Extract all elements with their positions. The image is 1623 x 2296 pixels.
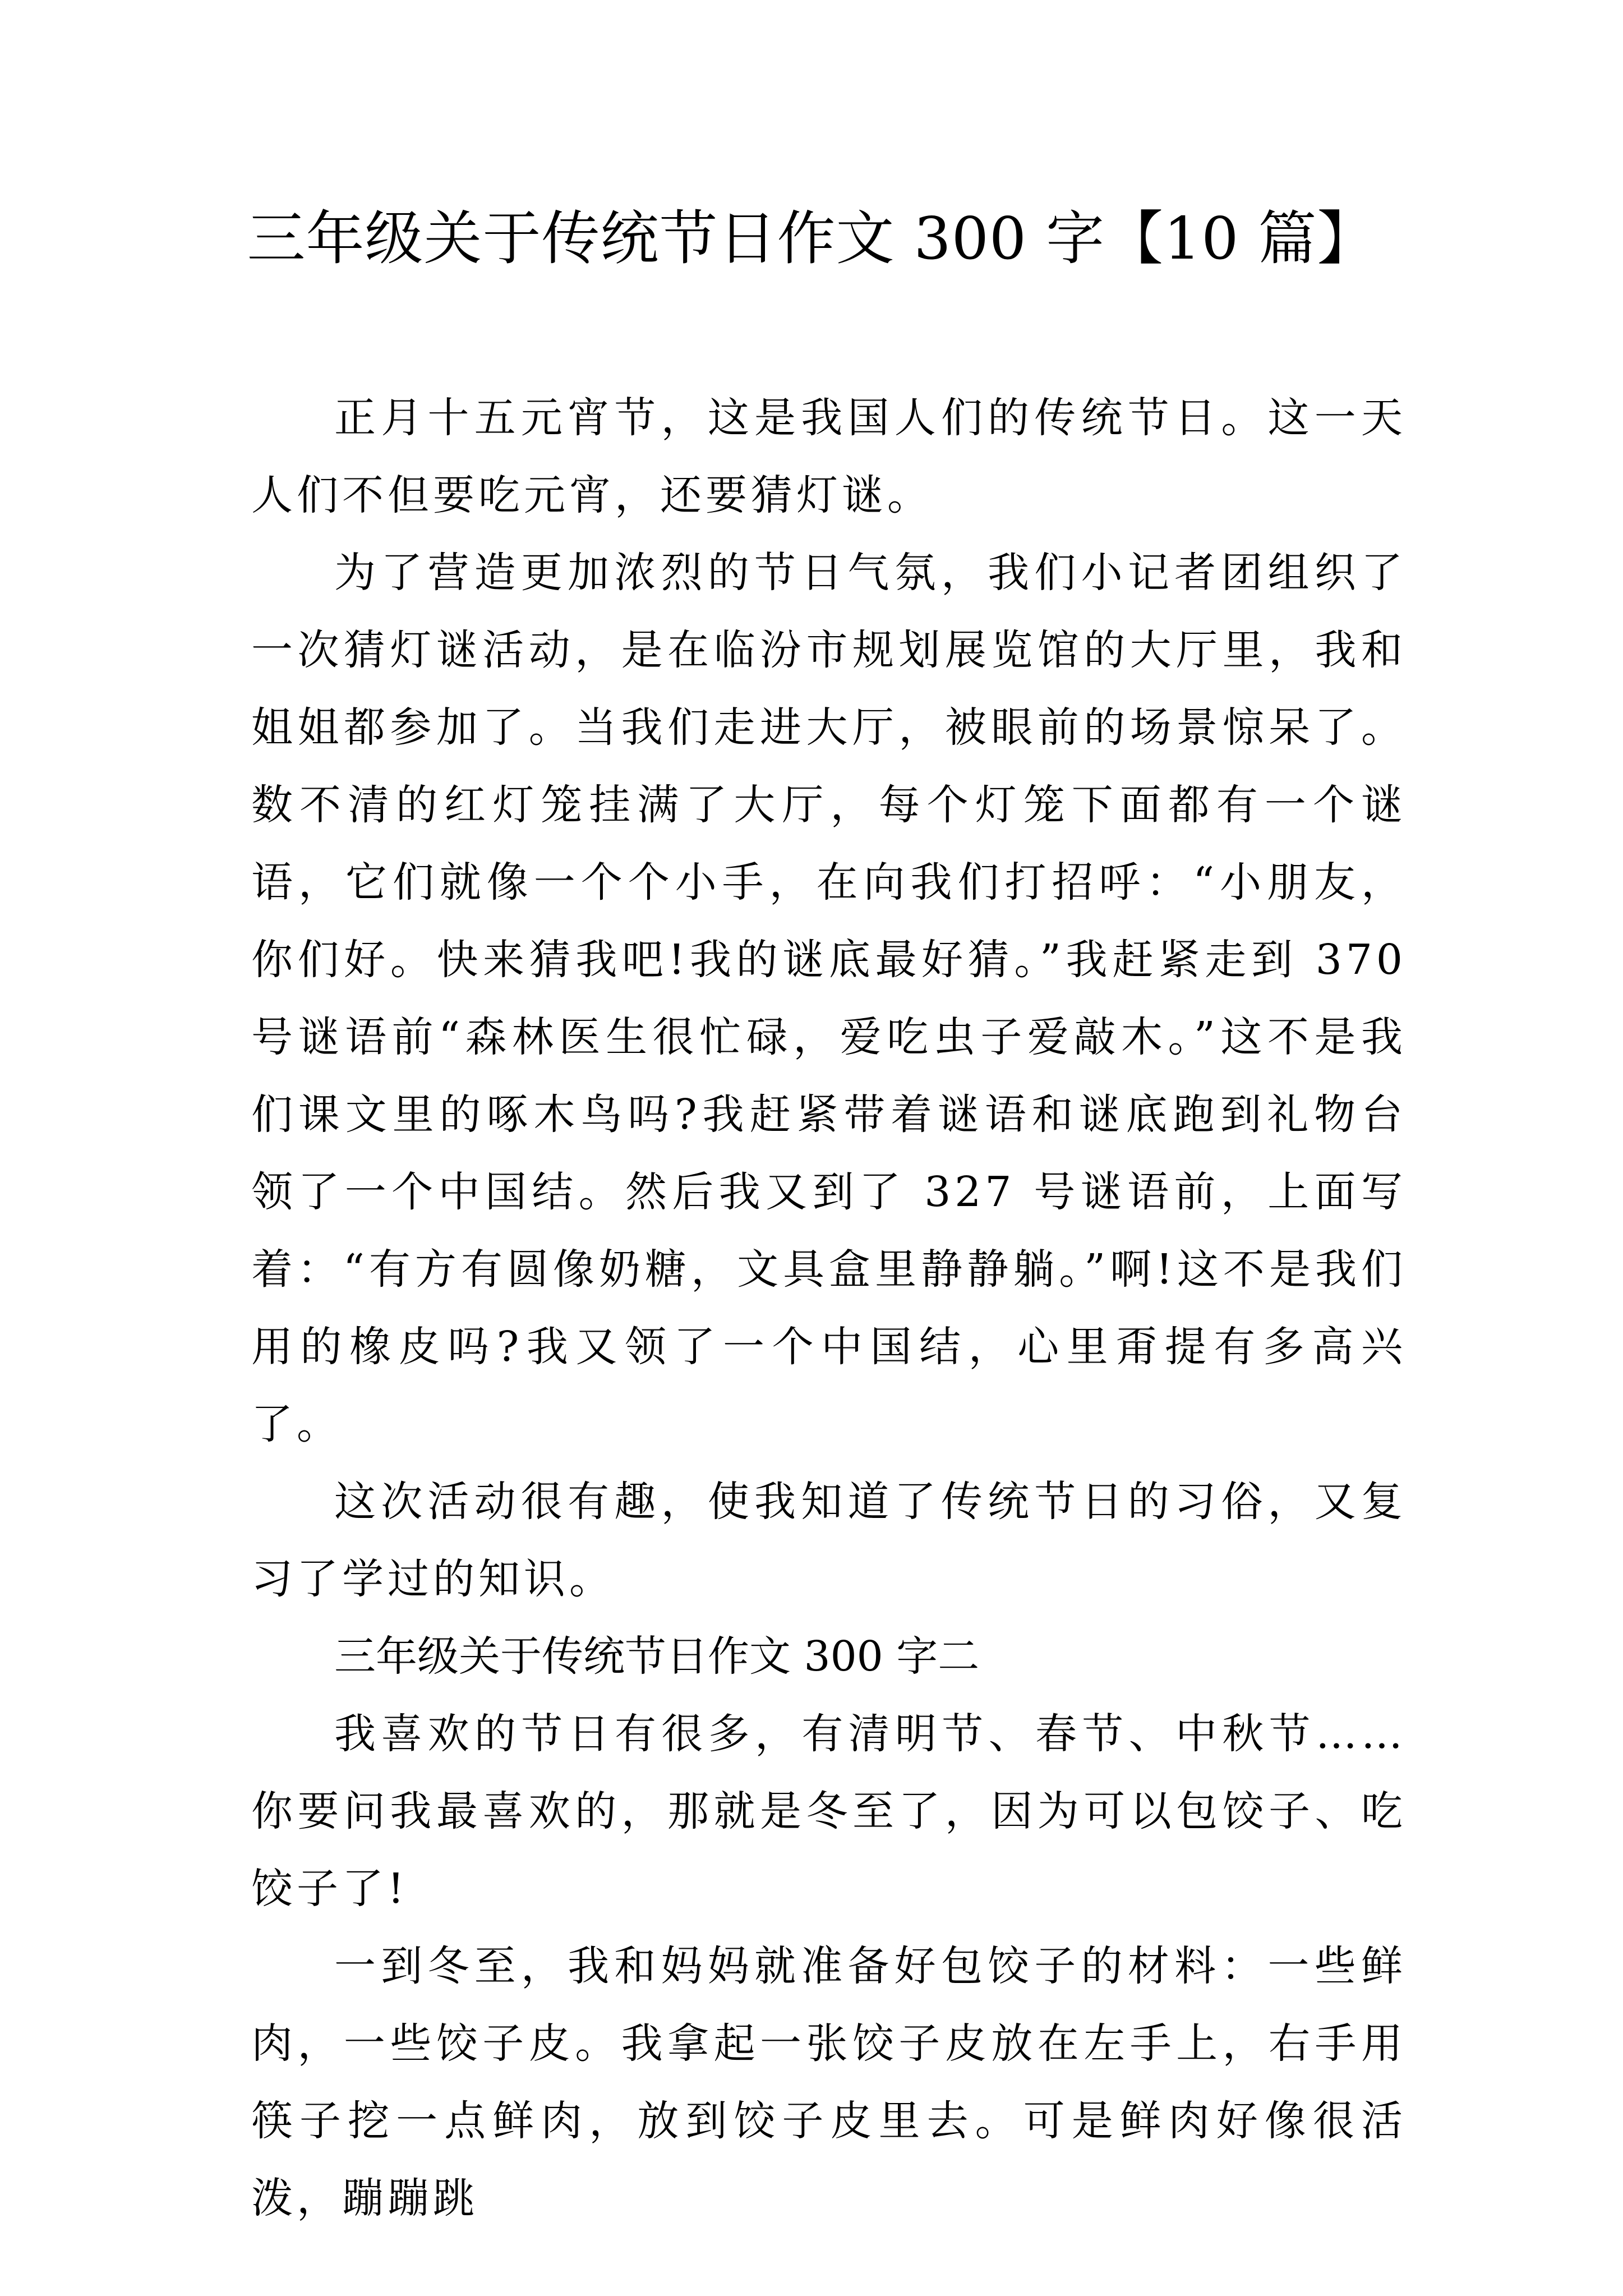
paragraph-1: 正月十五元宵节，这是我国人们的传统节日。这一天人们不但要吃元宵，还要猜灯谜。 [251, 394, 1407, 519]
paragraph-3: 这次活动很有趣，使我知道了传统节日的习俗，又复习了学过的知识。 [251, 1478, 1407, 1603]
paragraph-2: 为了营造更加浓烈的节日气氛，我们小记者团组织了一次猜灯谜活动，是在临汾市规划展览馆的大厅里，我和姐姐都参加了。当我们走进大厅，被眼前的场景惊呆了。数不清的红灯笼挂满了大厅，每个灯笼下面都有一个谜语，它们就像一个个小手，在向我们打招呼：“小朋友，你们好。快来猜我吧!我的谜底最好猜。”我赶紧走到 370 号谜语前“森林医生很忙碌，爱吃虫子爱敲木。”这不是我们课文里的啄木鸟吗?我赶紧带着谜语和谜底跑到礼物台领了一个中国结。然后我又到了 327 号谜语前，上面写着：“有方有圆像奶糖，文具盒里静静躺。”啊!这不是我们用的橡皮吗?我又领了一个中国结，心里甭提有多高兴了。 [251, 549, 1407, 1448]
document-body [251, 379, 1407, 2237]
paragraph-5: 一到冬至，我和妈妈就准备好包饺子的材料：一些鲜肉，一些饺子皮。我拿起一张饺子皮放在左手上，右手用筷子挖一点鲜肉，放到饺子皮里去。可是鲜肉好像很活泼，蹦蹦跳 [251, 1942, 1407, 2223]
paragraph-4: 我喜欢的节日有很多，有清明节、春节、中秋节……你要问我最喜欢的，那就是冬至了，因为可以包饺子、吃饺子了! [251, 1710, 1407, 1913]
document-title: 三年级关于传统节日作文 300 字【10 篇】 [247, 204, 1376, 273]
section-subtitle: 三年级关于传统节日作文 300 字二 [334, 1632, 980, 1681]
